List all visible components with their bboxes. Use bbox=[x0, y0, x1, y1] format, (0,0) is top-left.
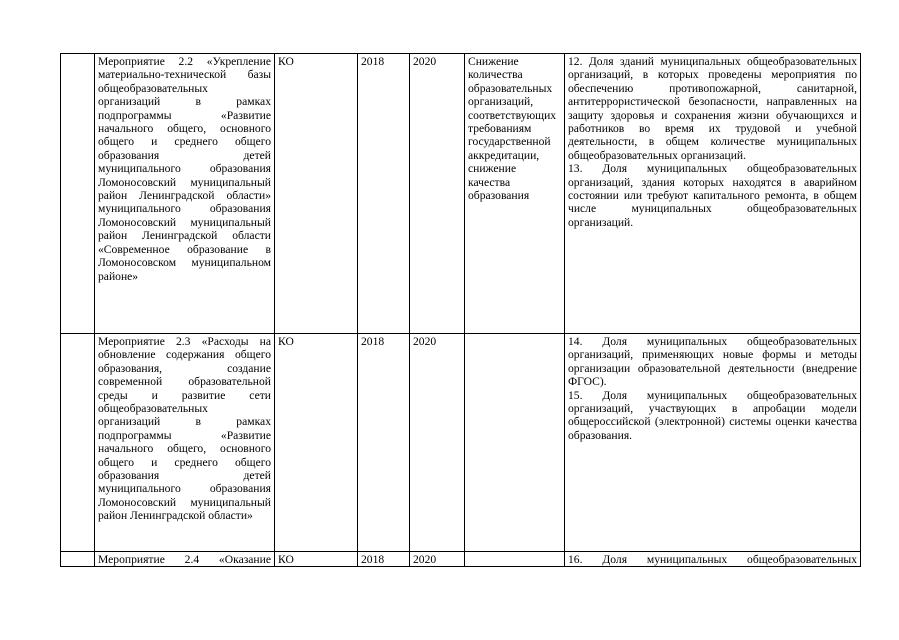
table-row bbox=[61, 334, 861, 552]
activity-cell: Мероприятие 2.3 «Расходы на обновление содержания общего образования, создание современной образовательной среды и развитие сети общеобразовательных организаций в рамках подпрограммы «Развитие начального общего, основного общего и среднего общего образования детей муниципального образования Ломоносовский муниципальный район Ленинградской области» bbox=[95, 334, 275, 552]
executor-cell: КО bbox=[275, 54, 358, 334]
row-number-cell bbox=[61, 54, 95, 334]
row-number-cell bbox=[61, 552, 95, 567]
executor-cell: КО bbox=[275, 552, 358, 567]
indicator-text: 13. Доля муниципальных общеобразовательных организаций, здания которых находятся в аварийном состоянии или требуют капитального ремонта, в общем числе муниципальных общеобразовательных организаций. bbox=[568, 162, 857, 229]
year-start-cell: 2018 bbox=[358, 552, 410, 567]
indicator-text: 14. Доля муниципальных общеобразовательных организаций, применяющих новые формы и методы организации образовательной деятельности (внедрение ФГОС). bbox=[568, 335, 857, 389]
activity-cell: Мероприятие 2.2 «Укрепление материально-технической базы общеобразовательных организаций в рамках подпрограммы «Развитие начального общего, основного общего и среднего общего образования детей муниципального образования Ломоносовский муниципальный район Ленинградской области» муниципального образования Ломоносовский муниципальный район Ленинградской области «Современное образование в Ломоносовском муниципальном районе» bbox=[95, 54, 275, 334]
activity-cell: Мероприятие 2.4 «Оказание bbox=[95, 552, 275, 567]
year-end-cell: 2020 bbox=[410, 552, 465, 567]
executor-cell: КО bbox=[275, 334, 358, 552]
indicator-text: 12. Доля зданий муниципальных общеобразовательных организаций, в которых проведены мероприятия по обеспечению противопожарной, санитарной, антитеррористической безопасности, направленных на защиту здоровья и сохранения жизни обучающихся и работников во время их трудовой и учебной деятельности, в общем количестве муниципальных общеобразовательных организаций. bbox=[568, 55, 857, 162]
indicators-cell bbox=[565, 334, 861, 552]
consequence-cell bbox=[465, 334, 565, 552]
year-end-cell: 2020 bbox=[410, 54, 465, 334]
indicators-cell bbox=[565, 54, 861, 334]
measures-table bbox=[60, 53, 861, 567]
consequence-cell bbox=[465, 552, 565, 567]
row-number-cell bbox=[61, 334, 95, 552]
year-end-cell: 2020 bbox=[410, 334, 465, 552]
indicators-cell: 16. Доля муниципальных общеобразовательных bbox=[565, 552, 861, 567]
year-start-cell: 2018 bbox=[358, 334, 410, 552]
year-start-cell: 2018 bbox=[358, 54, 410, 334]
table-row bbox=[61, 54, 861, 334]
table-row bbox=[61, 552, 861, 567]
consequence-cell: Снижение количества образовательных организаций, соответствующих требованиям государственной аккредитации, снижение качества образования bbox=[465, 54, 565, 334]
indicator-text: 15. Доля муниципальных общеобразовательных организаций, участвующих в апробации модели общероссийской (электронной) системы оценки качества образования. bbox=[568, 388, 857, 442]
